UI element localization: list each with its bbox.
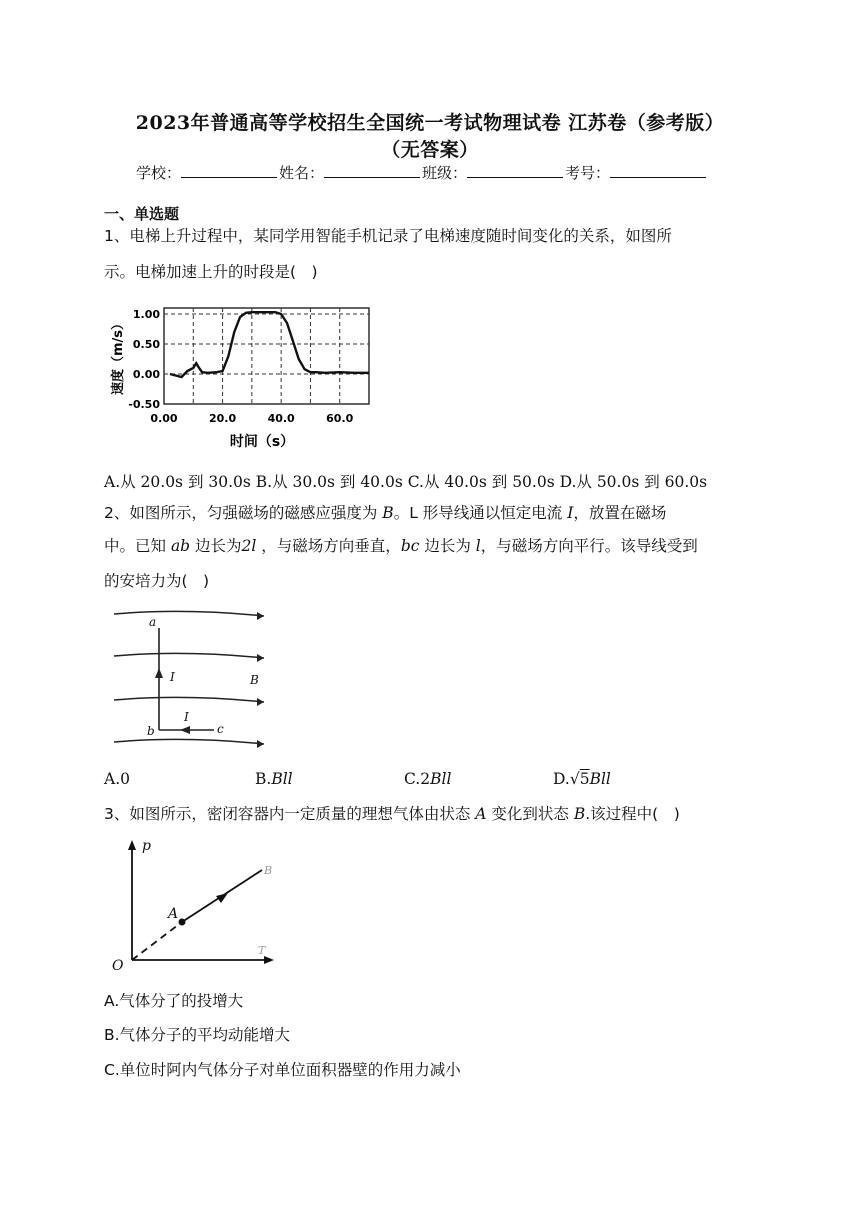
q3-label-p: p [142, 838, 151, 854]
q3-text-line1 [104, 805, 680, 823]
q2-var-I: I [567, 504, 574, 522]
id-label: 考号： [565, 164, 611, 182]
school-blank [181, 163, 277, 178]
q3-pT-figure [104, 836, 280, 976]
q3-dashed-extension [132, 922, 182, 960]
q2-current-arrow-up [155, 668, 163, 678]
q2-field-line-2 [114, 653, 264, 658]
q1-y-tick-label: 0.00 [132, 368, 160, 381]
q1-velocity-chart [104, 300, 384, 456]
q1-x-tick-label: 40.0 [267, 412, 295, 425]
q2-option-d [553, 770, 611, 788]
name-blank [324, 163, 420, 178]
sqrt-icon: √ [569, 770, 580, 788]
id-blank [610, 163, 706, 178]
q2-field-line-1 [114, 611, 264, 616]
q2-label-I-vertical: I [170, 670, 175, 684]
q2-field-arrowhead-4 [257, 740, 264, 748]
q1-x-tick-label: 60.0 [326, 412, 354, 425]
q1-x-tick-label: 0.00 [150, 412, 178, 425]
q2-optD-prefix: D. [553, 770, 570, 788]
q2-text-line3: 的安培力为( ) [104, 572, 210, 590]
q2-l1b: 。L 形导线通以恒定电流 [393, 504, 568, 522]
q3-T-axis-arrowhead [264, 956, 274, 964]
q1-series-line [170, 312, 369, 377]
q3-var-B: B [573, 805, 586, 823]
q2-field-arrowhead-2 [257, 654, 264, 662]
q3-l1a: 3、如图所示，密闭容器内一定质量的理想气体由状态 [104, 805, 476, 823]
section-heading: 一、单选题 [104, 205, 180, 223]
class-blank [467, 163, 563, 178]
q3-option-a: A.气体分了的投增大 [104, 992, 244, 1010]
q1-y-tick-label: -0.50 [128, 398, 160, 411]
q2-optC-prefix: C. [404, 770, 421, 788]
exam-subtitle: （无答案） [381, 139, 479, 161]
q2-optB-prefix: B. [255, 770, 272, 788]
q3-label-T: T [258, 944, 266, 957]
q2-label-B: B [250, 673, 259, 687]
q1-x-tick-label: 20.0 [209, 412, 237, 425]
q2-var-2l: 2l [241, 537, 257, 555]
class-label: 班级： [422, 164, 468, 182]
q2-l1c: ，放置在磁场 [573, 504, 667, 522]
student-info-row [136, 162, 708, 183]
exam-title: 2023年普通高等学校招生全国统一考试物理试卷 江苏卷（参考版） [135, 112, 725, 134]
q2-field-line-3 [114, 697, 264, 702]
q1-plot-frame [164, 308, 369, 404]
q3-label-O: O [112, 958, 124, 974]
q2-text-line1 [104, 504, 666, 522]
q2-option-b [255, 770, 293, 788]
q2-optD-expr: Bll [589, 770, 611, 788]
q2-current-arrow-left [180, 726, 190, 734]
q2-magnetic-field-figure [104, 604, 274, 756]
q3-label-A: A [168, 906, 179, 922]
q2-var-ab: ab [170, 537, 191, 555]
q3-l1b: 变化到状态 [486, 805, 574, 823]
q1-text-line2: 示。电梯加速上升的时段是( ) [104, 263, 318, 281]
q2-optD-radicand: 5 [579, 770, 590, 788]
q2-label-b: b [147, 724, 155, 738]
q2-var-l: l [475, 537, 481, 555]
q3-process-arrowhead [216, 893, 228, 903]
q1-grid [164, 308, 369, 404]
q2-l2e: ，与磁场方向平行。该导线受到 [480, 537, 698, 555]
q1-options: A.从 20.0s 到 30.0s B.从 30.0s 到 40.0s C.从 40.0s 到 50.0s D.从 50.0s 到 60.0s [104, 473, 708, 491]
q1-x-ticks [150, 412, 353, 425]
q2-l2a: 中。已知 [104, 537, 171, 555]
q1-y-tick-label: 1.00 [132, 308, 160, 321]
q3-var-A: A [475, 805, 487, 823]
q1-y-axis-label: 速度（m/s） [111, 316, 126, 396]
q2-label-a: a [149, 615, 157, 629]
q1-y-ticks [128, 308, 160, 411]
q2-l2b: 边长为 [190, 537, 242, 555]
q2-l2c: ，与磁场方向垂直， [256, 537, 401, 555]
q2-l2d: 边长为 [419, 537, 476, 555]
q2-l1a: 2、如图所示，匀强磁场的磁感应强度为 [104, 504, 383, 522]
q2-field-arrowhead-3 [257, 698, 264, 706]
q2-optC-coef: 2 [420, 770, 431, 788]
q2-optB-expr: Bll [271, 770, 293, 788]
q2-field-arrowhead-1 [257, 612, 264, 620]
q3-l1c: .该过程中( ) [585, 805, 680, 823]
q2-text-line2 [104, 537, 698, 555]
q1-x-axis-label: 时间（s） [229, 434, 295, 450]
q2-var-bc: bc [400, 537, 420, 555]
q1-y-tick-label: 0.50 [132, 338, 160, 351]
q1-text-line1: 1、电梯上升过程中，某同学用智能手机记录了电梯速度随时间变化的关系，如图所 [104, 227, 672, 245]
q3-option-c: C.单位时阿内气体分子对单位面积器壁的作用力减小 [104, 1061, 461, 1079]
q2-label-I-horizontal: I [184, 710, 189, 724]
q2-optC-expr: Bll [430, 770, 452, 788]
name-label: 姓名： [279, 164, 325, 182]
q2-field-line-4 [114, 739, 264, 744]
q2-var-B: B [382, 504, 394, 522]
q3-p-axis-arrowhead [128, 840, 136, 850]
q3-state-A-point [179, 919, 186, 926]
q2-option-a: A.0 [104, 770, 130, 788]
q3-label-B: B [264, 864, 273, 877]
q2-label-c: c [217, 722, 224, 736]
q3-option-b: B.气体分子的平均动能增大 [104, 1026, 291, 1044]
school-label: 学校： [136, 164, 182, 182]
q2-option-c [404, 770, 451, 788]
